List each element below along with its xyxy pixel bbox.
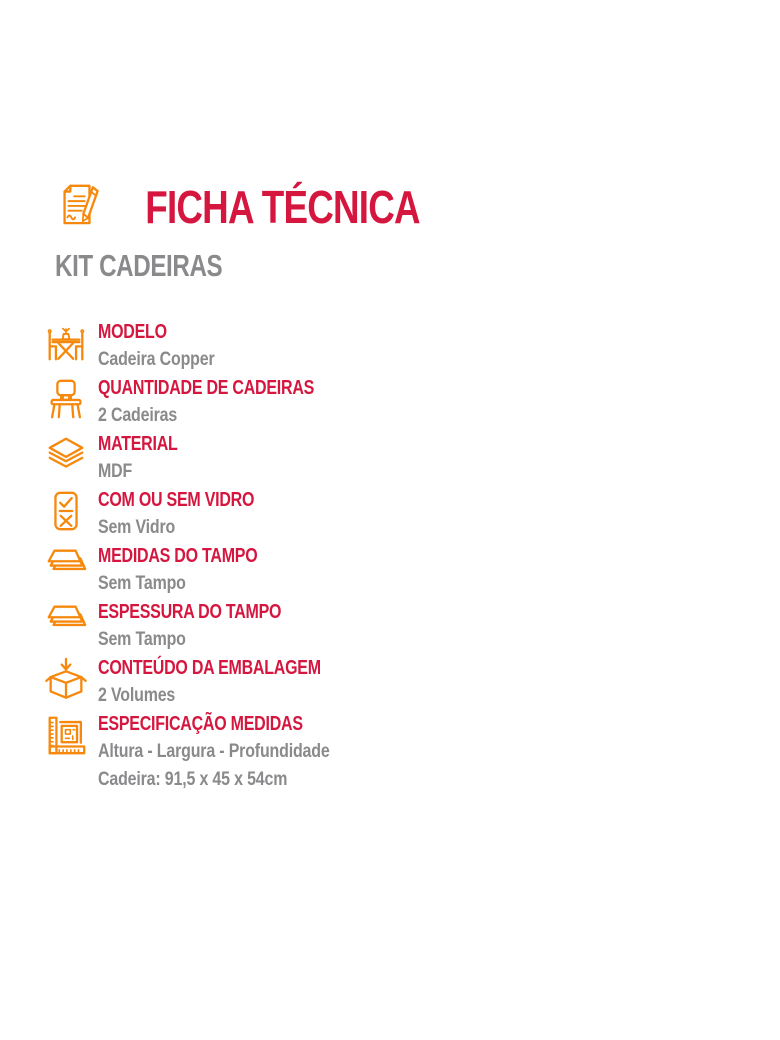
stacked-sheets-icon [40,542,92,592]
spec-label: MATERIAL [98,433,178,455]
header [55,181,454,233]
spec-value: Altura - Largura - Profundidade [98,741,330,762]
spec-label: ESPESSURA DO TAMPO [98,601,282,623]
spec-label: MEDIDAS DO TAMPO [98,545,258,567]
spec-label: QUANTIDADE DE CADEIRAS [98,377,315,399]
chair-icon [40,374,92,424]
spec-item-especificacao [40,710,600,794]
check-x-card-icon [40,486,92,536]
layers-icon [40,430,92,480]
spec-value: Cadeira Copper [98,349,215,370]
spec-value: MDF [98,461,133,482]
stacked-sheets-icon [40,598,92,648]
spec-label: MODELO [98,321,167,343]
ruler-blueprint-icon [40,710,92,760]
spec-value: Sem Tampo [98,573,186,594]
spec-item-modelo [40,318,600,374]
spec-value: 2 Volumes [98,685,176,706]
page-title: FICHA TÉCNICA [145,181,420,233]
spec-label: COM OU SEM VIDRO [98,489,255,511]
document-pencil-icon [55,181,101,233]
spec-list [40,318,600,794]
spec-value: Sem Tampo [98,629,186,650]
open-box-arrow-icon [40,654,92,704]
spec-value: 2 Cadeiras [98,405,178,426]
spec-value: Sem Vidro [98,517,176,538]
spec-item-material [40,430,600,486]
spec-label: CONTEÚDO DA EMBALAGEM [98,657,321,679]
spec-item-espessura-tampo [40,598,600,654]
spec-label: ESPECIFICAÇÃO MEDIDAS [98,713,303,735]
spec-item-embalagem [40,654,600,710]
table-chairs-icon [40,318,92,368]
spec-item-quantidade [40,374,600,430]
product-subtitle: KIT CADEIRAS [55,248,223,283]
spec-item-medidas-tampo [40,542,600,598]
spec-value-dimensions: Cadeira: 91,5 x 45 x 54cm [98,769,288,790]
spec-item-vidro [40,486,600,542]
